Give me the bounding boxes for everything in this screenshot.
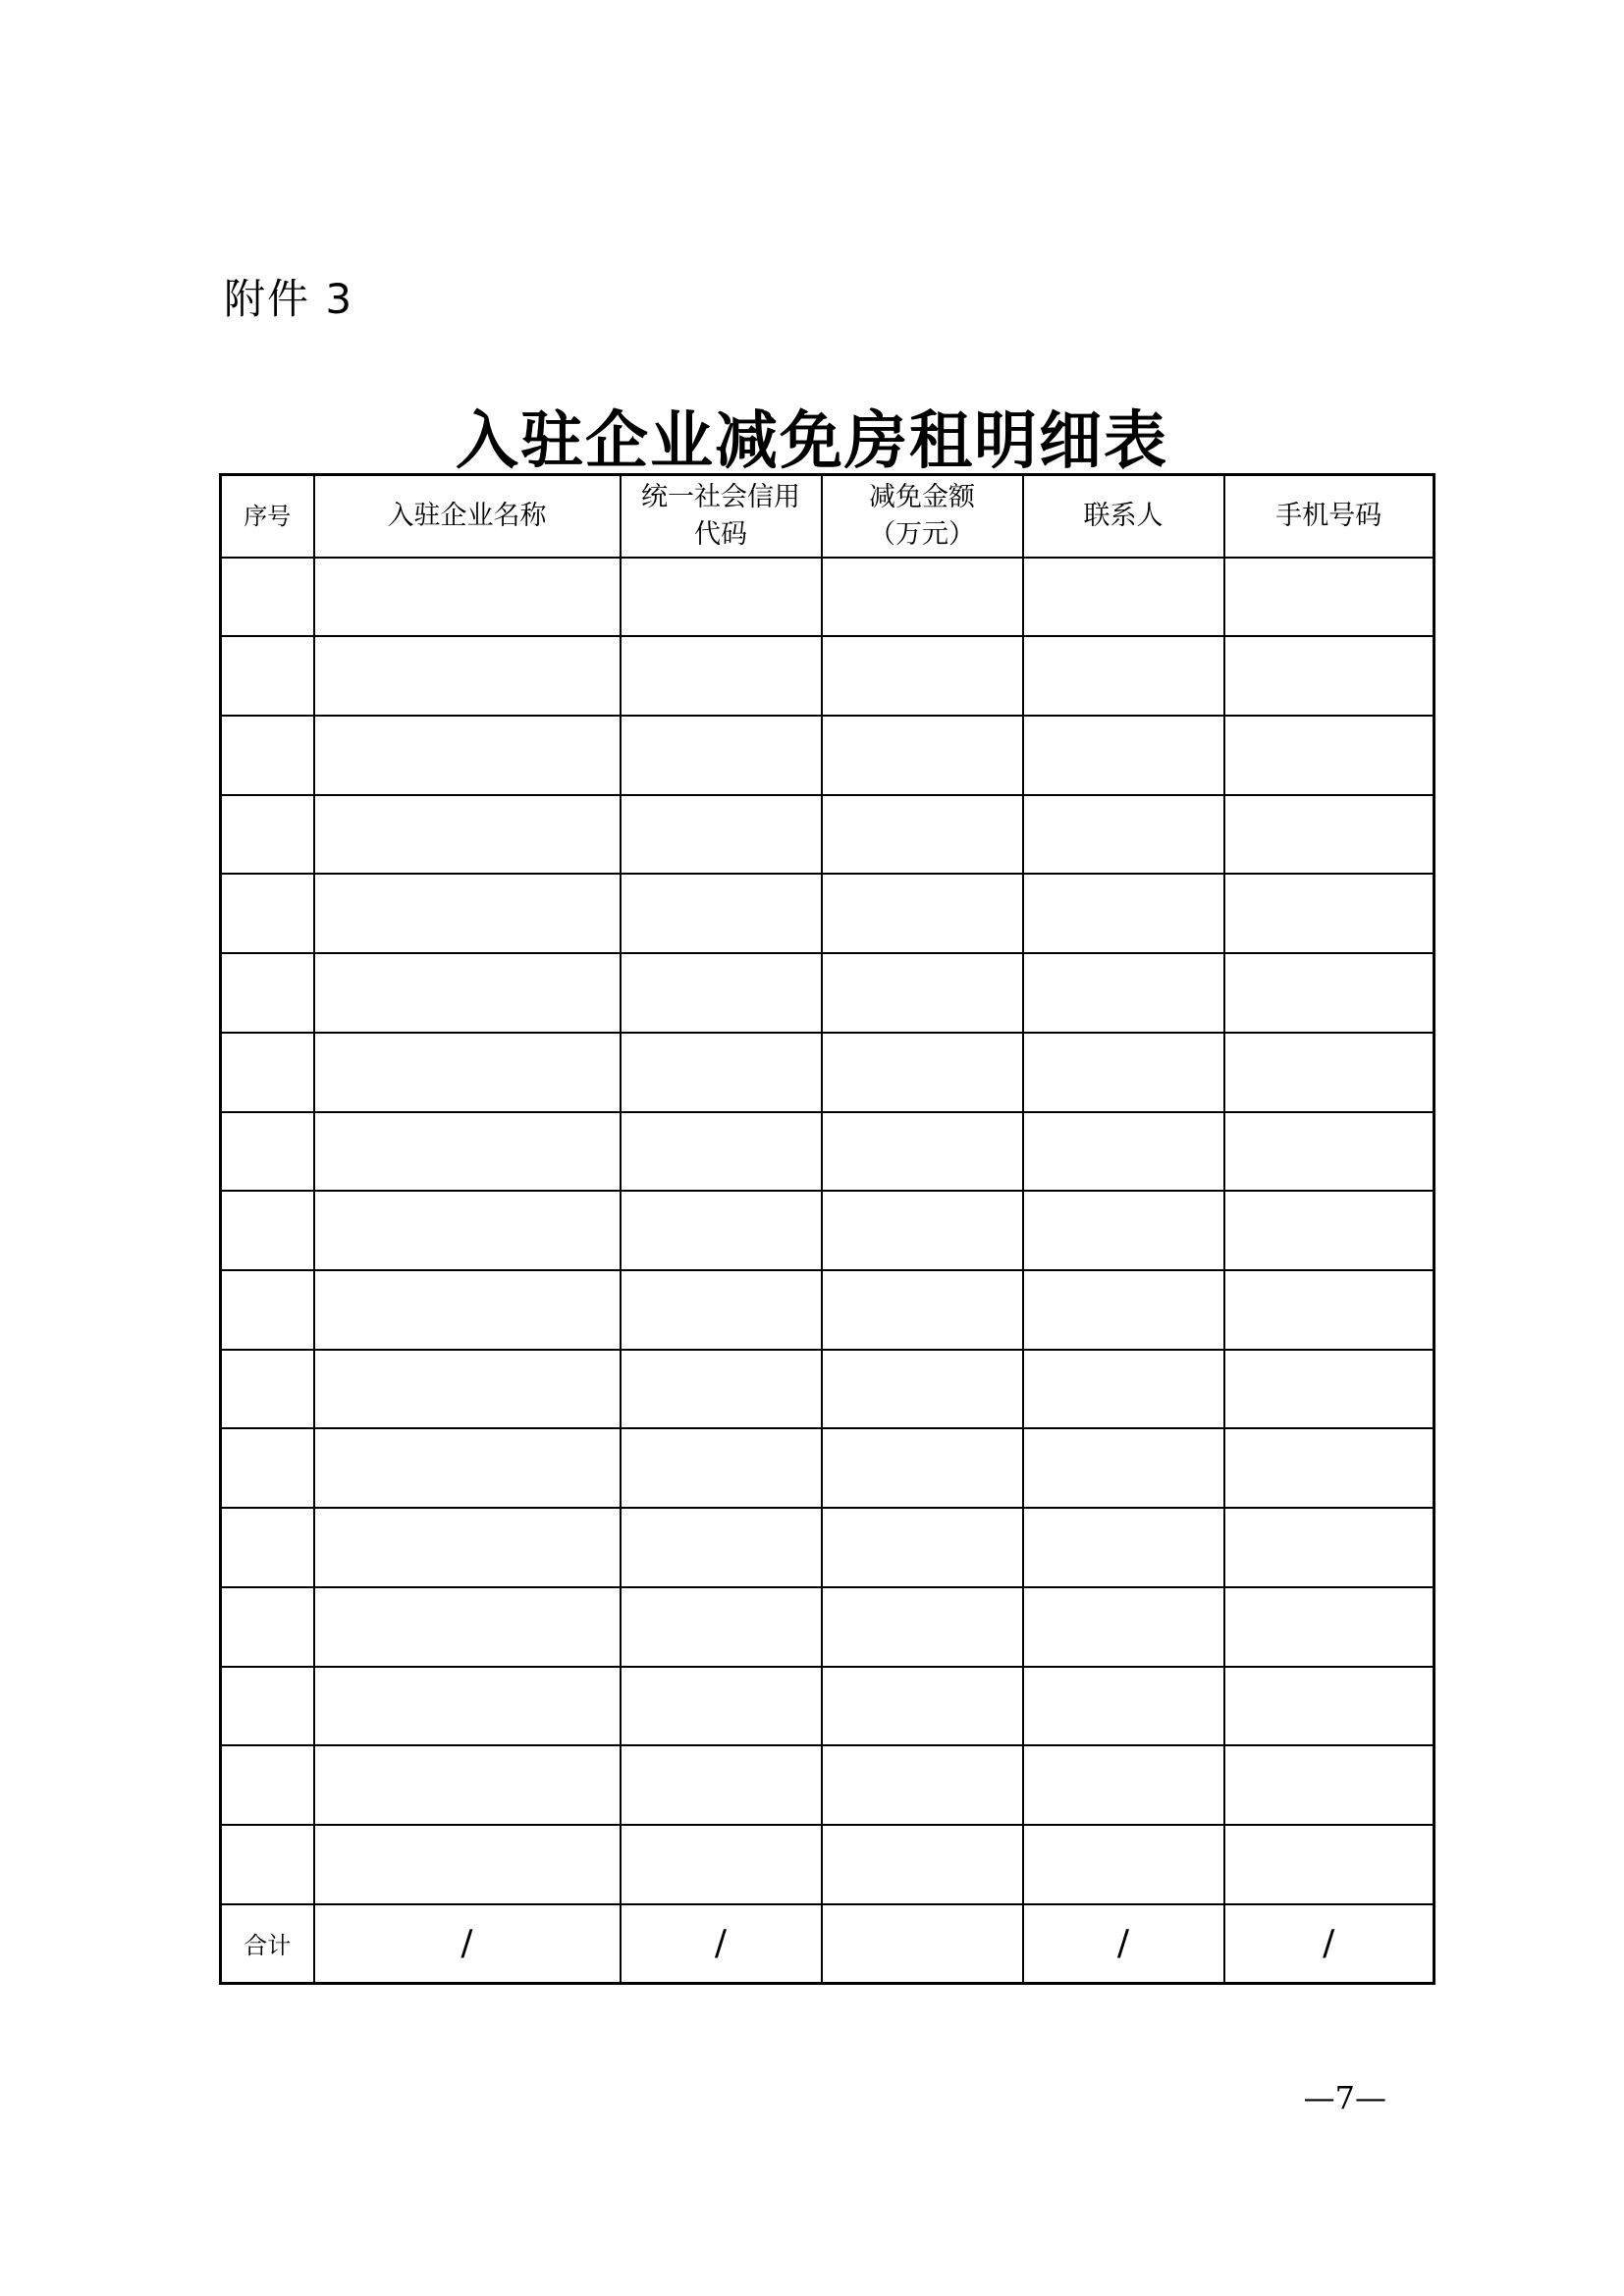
document-title: 入驻企业减免房租明细表	[456, 404, 1168, 478]
company-name-cell[interactable]	[314, 1667, 621, 1746]
credit-code-cell[interactable]	[621, 1587, 822, 1667]
amount-cell[interactable]	[822, 1350, 1023, 1429]
contact-cell[interactable]	[1023, 558, 1224, 637]
amount-cell[interactable]	[822, 636, 1023, 716]
index-cell[interactable]	[221, 558, 314, 637]
index-cell[interactable]	[221, 795, 314, 875]
contact-cell[interactable]	[1023, 1033, 1224, 1112]
contact-cell[interactable]	[1023, 1270, 1224, 1350]
header-phone: 手机号码	[1224, 475, 1435, 558]
amount-cell[interactable]	[822, 1587, 1023, 1667]
company-name-cell[interactable]	[314, 1270, 621, 1350]
contact-cell[interactable]	[1023, 795, 1224, 875]
company-name-cell[interactable]	[314, 1745, 621, 1825]
company-name-cell[interactable]	[314, 716, 621, 795]
index-cell[interactable]	[221, 953, 314, 1033]
index-cell[interactable]	[221, 1667, 314, 1746]
index-cell[interactable]	[221, 1825, 314, 1904]
credit-code-cell[interactable]	[621, 1825, 822, 1904]
table-row	[221, 1667, 1435, 1746]
credit-code-cell[interactable]	[621, 636, 822, 716]
total-company-name: /	[314, 1904, 621, 1984]
credit-code-cell[interactable]	[621, 1508, 822, 1587]
company-name-cell[interactable]	[314, 874, 621, 953]
header-amount-line2: （万元）	[869, 518, 975, 550]
credit-code-cell[interactable]	[621, 953, 822, 1033]
credit-code-cell[interactable]	[621, 1191, 822, 1270]
amount-cell[interactable]	[822, 1745, 1023, 1825]
company-name-cell[interactable]	[314, 1191, 621, 1270]
phone-cell[interactable]	[1224, 1587, 1435, 1667]
amount-cell[interactable]	[822, 1112, 1023, 1192]
table-row	[221, 795, 1435, 875]
contact-cell[interactable]	[1023, 1112, 1224, 1192]
amount-cell[interactable]	[822, 716, 1023, 795]
amount-cell[interactable]	[822, 1191, 1023, 1270]
table-row	[221, 1825, 1435, 1904]
credit-code-cell[interactable]	[621, 874, 822, 953]
company-name-cell[interactable]	[314, 1112, 621, 1192]
table-row	[221, 1587, 1435, 1667]
contact-cell[interactable]	[1023, 1428, 1224, 1508]
credit-code-cell[interactable]	[621, 1033, 822, 1112]
attachment-label: 附件 3	[224, 275, 354, 323]
table-row	[221, 1745, 1435, 1825]
index-cell[interactable]	[221, 1033, 314, 1112]
contact-cell[interactable]	[1023, 874, 1224, 953]
company-name-cell[interactable]	[314, 1033, 621, 1112]
table-row	[221, 953, 1435, 1033]
contact-cell[interactable]	[1023, 1587, 1224, 1667]
table-row	[221, 1508, 1435, 1587]
amount-cell[interactable]	[822, 1508, 1023, 1587]
table-row	[221, 716, 1435, 795]
phone-cell[interactable]	[1224, 1428, 1435, 1508]
phone-cell[interactable]	[1224, 1033, 1435, 1112]
amount-cell[interactable]	[822, 1825, 1023, 1904]
contact-cell[interactable]	[1023, 716, 1224, 795]
index-cell[interactable]	[221, 1270, 314, 1350]
index-cell[interactable]	[221, 716, 314, 795]
table-body	[221, 558, 1435, 1984]
credit-code-cell[interactable]	[621, 716, 822, 795]
phone-cell[interactable]	[1224, 953, 1435, 1033]
total-amount[interactable]	[822, 1904, 1023, 1984]
phone-cell[interactable]	[1224, 795, 1435, 875]
company-name-cell[interactable]	[314, 1825, 621, 1904]
phone-cell[interactable]	[1224, 874, 1435, 953]
phone-cell[interactable]	[1224, 1508, 1435, 1587]
table-row	[221, 1191, 1435, 1270]
header-company-name: 入驻企业名称	[314, 475, 621, 558]
contact-cell[interactable]	[1023, 1191, 1224, 1270]
index-cell[interactable]	[221, 1428, 314, 1508]
credit-code-cell[interactable]	[621, 795, 822, 875]
credit-code-cell[interactable]	[621, 1112, 822, 1192]
table-header-row	[221, 475, 1435, 558]
index-cell[interactable]	[221, 1745, 314, 1825]
header-index: 序号	[221, 475, 314, 558]
index-cell[interactable]	[221, 874, 314, 953]
amount-cell[interactable]	[822, 874, 1023, 953]
phone-cell[interactable]	[1224, 1825, 1435, 1904]
index-cell[interactable]	[221, 1587, 314, 1667]
amount-cell[interactable]	[822, 1667, 1023, 1746]
contact-cell[interactable]	[1023, 1745, 1224, 1825]
credit-code-cell[interactable]	[621, 1350, 822, 1429]
index-cell[interactable]	[221, 1191, 314, 1270]
total-phone: /	[1224, 1904, 1435, 1984]
table-row	[221, 1033, 1435, 1112]
credit-code-cell[interactable]	[621, 558, 822, 637]
company-name-cell[interactable]	[314, 1350, 621, 1429]
total-label: 合计	[221, 1904, 314, 1984]
table-row	[221, 1112, 1435, 1192]
header-credit-code-line1: 统一社会信用	[641, 481, 800, 512]
contact-cell[interactable]	[1023, 1508, 1224, 1587]
company-name-cell[interactable]	[314, 795, 621, 875]
phone-cell[interactable]	[1224, 1191, 1435, 1270]
amount-cell[interactable]	[822, 795, 1023, 875]
rent-reduction-table	[219, 473, 1435, 1985]
index-cell[interactable]	[221, 1508, 314, 1587]
amount-cell[interactable]	[822, 1033, 1023, 1112]
contact-cell[interactable]	[1023, 636, 1224, 716]
company-name-cell[interactable]	[314, 1508, 621, 1587]
table-row	[221, 1270, 1435, 1350]
index-cell[interactable]	[221, 1350, 314, 1429]
index-cell[interactable]	[221, 1112, 314, 1192]
index-cell[interactable]	[221, 636, 314, 716]
amount-cell[interactable]	[822, 953, 1023, 1033]
amount-cell[interactable]	[822, 558, 1023, 637]
phone-cell[interactable]	[1224, 558, 1435, 637]
total-contact: /	[1023, 1904, 1224, 1984]
company-name-cell[interactable]	[314, 953, 621, 1033]
header-credit-code-line2: 代码	[694, 518, 747, 550]
header-amount	[822, 475, 1023, 558]
contact-cell[interactable]	[1023, 1667, 1224, 1746]
amount-cell[interactable]	[822, 1270, 1023, 1350]
credit-code-cell[interactable]	[621, 1745, 822, 1825]
header-amount-line1: 减免金额	[869, 481, 975, 512]
phone-cell[interactable]	[1224, 1745, 1435, 1825]
phone-cell[interactable]	[1224, 1350, 1435, 1429]
company-name-cell[interactable]	[314, 558, 621, 637]
credit-code-cell[interactable]	[621, 1667, 822, 1746]
header-credit-code	[621, 475, 822, 558]
phone-cell[interactable]	[1224, 1270, 1435, 1350]
table-row	[221, 1428, 1435, 1508]
credit-code-cell[interactable]	[621, 1270, 822, 1350]
company-name-cell[interactable]	[314, 1587, 621, 1667]
page-number: —7—	[1303, 2079, 1386, 2116]
phone-cell[interactable]	[1224, 636, 1435, 716]
total-credit-code: /	[621, 1904, 822, 1984]
table-row	[221, 874, 1435, 953]
company-name-cell[interactable]	[314, 1428, 621, 1508]
contact-cell[interactable]	[1023, 1350, 1224, 1429]
contact-cell[interactable]	[1023, 1825, 1224, 1904]
credit-code-cell[interactable]	[621, 1428, 822, 1508]
table-row	[221, 1350, 1435, 1429]
company-name-cell[interactable]	[314, 636, 621, 716]
phone-cell[interactable]	[1224, 1112, 1435, 1192]
amount-cell[interactable]	[822, 1428, 1023, 1508]
contact-cell[interactable]	[1023, 953, 1224, 1033]
header-contact: 联系人	[1023, 475, 1224, 558]
total-row	[221, 1904, 1435, 1984]
table-row	[221, 636, 1435, 716]
phone-cell[interactable]	[1224, 716, 1435, 795]
phone-cell[interactable]	[1224, 1667, 1435, 1746]
table-row	[221, 558, 1435, 637]
